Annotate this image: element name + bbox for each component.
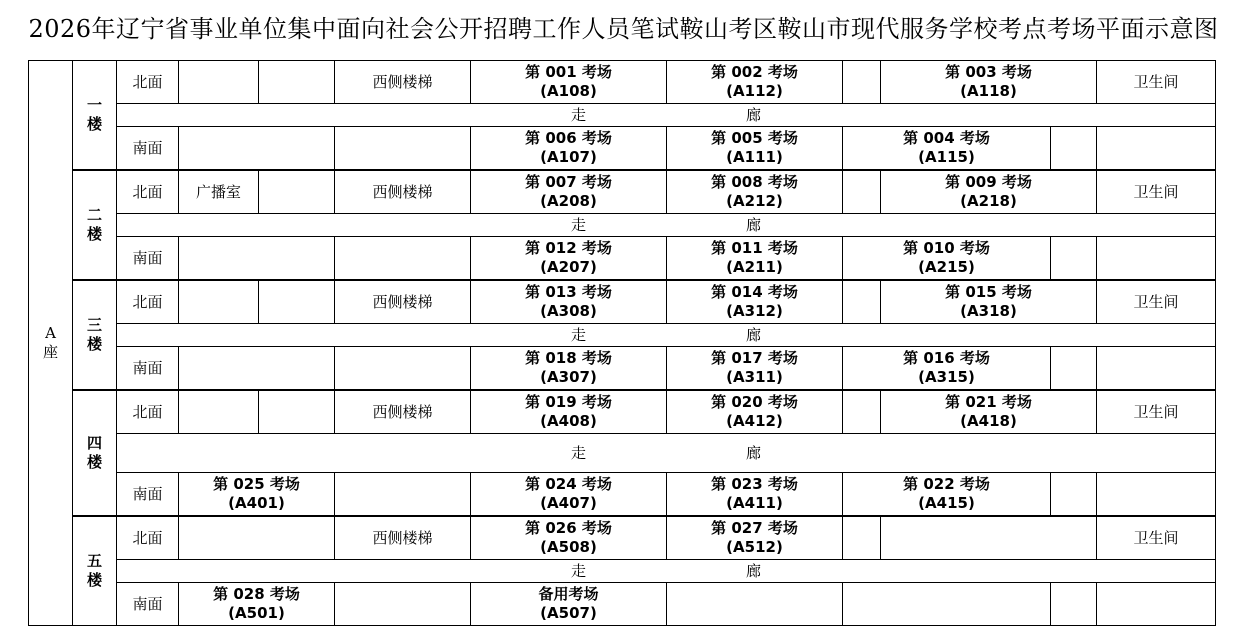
exam-room-017: 第 017 考场 (A311) bbox=[667, 347, 843, 391]
exam-room-023: 第 023 考场 (A411) bbox=[667, 473, 843, 517]
exam-room-004: 第 004 考场 (A115) bbox=[843, 127, 1051, 171]
exam-room-003: 第 003 考场 (A118) bbox=[881, 61, 1097, 104]
north-label: 北面 bbox=[117, 516, 179, 560]
floor-4-label: 四 楼 bbox=[73, 390, 117, 516]
exam-room-015: 第 015 考场 (A318) bbox=[881, 280, 1097, 324]
exam-room-012: 第 012 考场 (A207) bbox=[471, 237, 667, 281]
exam-room-009: 第 009 考场 (A218) bbox=[881, 170, 1097, 214]
exam-room-016: 第 016 考场 (A315) bbox=[843, 347, 1051, 391]
exam-room-014: 第 014 考场 (A312) bbox=[667, 280, 843, 324]
exam-room-011: 第 011 考场 (A211) bbox=[667, 237, 843, 281]
corridor: 走 廊 bbox=[117, 104, 1216, 127]
exam-room-007: 第 007 考场 (A208) bbox=[471, 170, 667, 214]
south-label: 南面 bbox=[117, 347, 179, 391]
exam-room-006: 第 006 考场 (A107) bbox=[471, 127, 667, 171]
exam-room-021: 第 021 考场 (A418) bbox=[881, 390, 1097, 434]
exam-room-018: 第 018 考场 (A307) bbox=[471, 347, 667, 391]
exam-room-022: 第 022 考场 (A415) bbox=[843, 473, 1051, 517]
floor-plan-table bbox=[28, 60, 1216, 626]
floor-3-south-row bbox=[29, 347, 1216, 391]
page-title: 2026年辽宁省事业单位集中面向社会公开招聘工作人员笔试鞍山考区鞍山市现代服务学校考点考场平面示意图 bbox=[28, 15, 1219, 43]
corridor: 走 廊 bbox=[117, 214, 1216, 237]
exam-room-028: 第 028 考场 (A501) bbox=[179, 583, 335, 626]
floor-1-north-row bbox=[29, 61, 1216, 104]
floor-3-label: 三 楼 bbox=[73, 280, 117, 390]
floor-1-south-row bbox=[29, 127, 1216, 171]
south-label: 南面 bbox=[117, 127, 179, 171]
floor-2-corridor-row bbox=[29, 214, 1216, 237]
exam-room-010: 第 010 考场 (A215) bbox=[843, 237, 1051, 281]
floor-5-corridor-row bbox=[29, 560, 1216, 583]
exam-room-001: 第 001 考场 (A108) bbox=[471, 61, 667, 104]
exam-room-025: 第 025 考场 (A401) bbox=[179, 473, 335, 517]
floor-5-label: 五 楼 bbox=[73, 516, 117, 626]
broadcast-room: 广播室 bbox=[179, 170, 259, 214]
north-label: 北面 bbox=[117, 390, 179, 434]
exam-room-002: 第 002 考场 (A112) bbox=[667, 61, 843, 104]
toilet: 卫生间 bbox=[1097, 280, 1216, 324]
floor-4-south-row bbox=[29, 473, 1216, 517]
toilet: 卫生间 bbox=[1097, 170, 1216, 214]
north-label: 北面 bbox=[117, 61, 179, 104]
exam-room-008: 第 008 考场 (A212) bbox=[667, 170, 843, 214]
north-label: 北面 bbox=[117, 280, 179, 324]
floor-5-south-row bbox=[29, 583, 1216, 626]
floor-2-label: 二 楼 bbox=[73, 170, 117, 280]
floor-1-label: 一 楼 bbox=[73, 61, 117, 171]
exam-room-005: 第 005 考场 (A111) bbox=[667, 127, 843, 171]
toilet: 卫生间 bbox=[1097, 390, 1216, 434]
exam-room-024: 第 024 考场 (A407) bbox=[471, 473, 667, 517]
west-stairs: 西侧楼梯 bbox=[335, 516, 471, 560]
spare-exam-room: 备用考场 (A507) bbox=[471, 583, 667, 626]
west-stairs: 西侧楼梯 bbox=[335, 170, 471, 214]
exam-room-019: 第 019 考场 (A408) bbox=[471, 390, 667, 434]
floor-2-south-row bbox=[29, 237, 1216, 281]
floor-1-corridor-row bbox=[29, 104, 1216, 127]
floor-3-north-row bbox=[29, 280, 1216, 324]
south-label: 南面 bbox=[117, 473, 179, 517]
south-label: 南面 bbox=[117, 237, 179, 281]
north-label: 北面 bbox=[117, 170, 179, 214]
toilet: 卫生间 bbox=[1097, 61, 1216, 104]
corridor: 走 廊 bbox=[117, 434, 1216, 473]
exam-room-027: 第 027 考场 (A512) bbox=[667, 516, 843, 560]
floor-5-north-row bbox=[29, 516, 1216, 560]
floor-4-corridor-row bbox=[29, 434, 1216, 473]
floor-2-north-row bbox=[29, 170, 1216, 214]
west-stairs: 西侧楼梯 bbox=[335, 280, 471, 324]
south-label: 南面 bbox=[117, 583, 179, 626]
corridor: 走 廊 bbox=[117, 560, 1216, 583]
exam-room-013: 第 013 考场 (A308) bbox=[471, 280, 667, 324]
west-stairs: 西侧楼梯 bbox=[335, 390, 471, 434]
exam-room-020: 第 020 考场 (A412) bbox=[667, 390, 843, 434]
building-label: A 座 bbox=[29, 61, 73, 626]
floor-3-corridor-row bbox=[29, 324, 1216, 347]
corridor: 走 廊 bbox=[117, 324, 1216, 347]
exam-room-026: 第 026 考场 (A508) bbox=[471, 516, 667, 560]
floor-4-north-row bbox=[29, 390, 1216, 434]
toilet: 卫生间 bbox=[1097, 516, 1216, 560]
west-stairs: 西侧楼梯 bbox=[335, 61, 471, 104]
